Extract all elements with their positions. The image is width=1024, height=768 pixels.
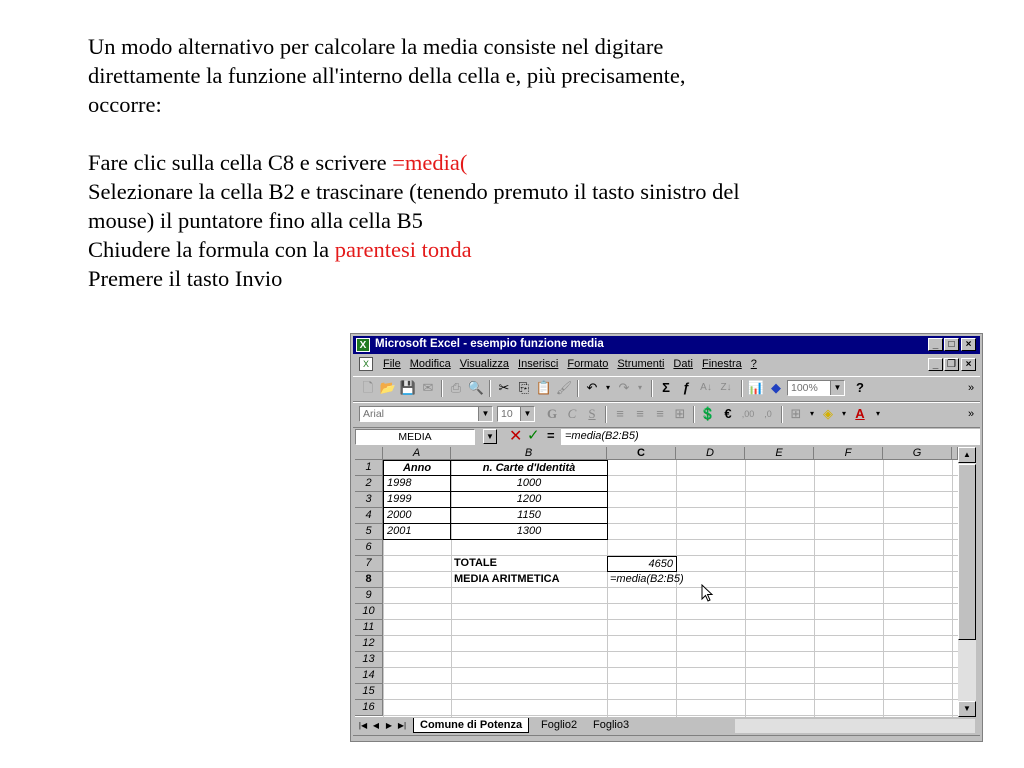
select-all-corner[interactable] <box>355 447 383 460</box>
cell-a5[interactable]: 2001 <box>383 524 451 540</box>
step-4: Premere il tasto Invio <box>88 266 283 291</box>
cell-b7[interactable]: TOTALE <box>451 556 607 572</box>
row-header-10[interactable]: 10 <box>355 604 383 620</box>
menu-formato[interactable]: Formato <box>567 358 609 370</box>
underline-icon[interactable]: S <box>588 406 596 421</box>
cell-a1[interactable]: Anno <box>383 460 451 476</box>
chart-wizard-icon[interactable]: 📊 <box>747 380 765 395</box>
excel-app-icon[interactable]: X <box>356 338 370 352</box>
copy-icon[interactable]: ⎘ <box>518 380 530 395</box>
undo-dropdown-icon[interactable]: ▾ <box>605 383 610 392</box>
sheet-tab-foglio2[interactable]: Foglio2 <box>541 719 578 731</box>
title-bar[interactable] <box>353 336 980 354</box>
col-header-g[interactable]: G <box>883 447 952 460</box>
menu-strumenti[interactable]: Strumenti <box>617 358 665 370</box>
intro-line-2: direttamente la funzione all'interno della cella e, più precisamente, <box>88 63 686 88</box>
paste-icon[interactable]: 📋 <box>535 380 553 395</box>
more-format-buttons-icon[interactable]: » <box>967 408 975 420</box>
font-name-dropdown-icon[interactable]: ▼ <box>478 407 492 421</box>
menu-modifica[interactable]: Modifica <box>409 358 451 370</box>
fill-color-dropdown-icon[interactable]: ▾ <box>841 409 846 418</box>
row-header-1[interactable]: 1 <box>355 460 383 476</box>
standard-toolbar <box>353 376 980 402</box>
slide-text <box>88 32 988 293</box>
borders-icon[interactable]: ⊞ <box>790 406 802 421</box>
doc-restore-button[interactable]: ❐ <box>944 358 959 371</box>
open-folder-icon[interactable]: 📂 <box>379 380 397 395</box>
increase-decimal-icon[interactable]: ,00 <box>741 409 755 419</box>
menu-bar <box>353 355 980 374</box>
undo-icon[interactable]: ↶ <box>586 380 598 395</box>
row-header-3[interactable]: 3 <box>355 492 383 508</box>
workbook-icon[interactable]: X <box>359 357 373 371</box>
new-file-icon[interactable]: 🗋 <box>362 380 374 395</box>
cell-a3[interactable]: 1999 <box>383 492 451 508</box>
status-bar <box>353 735 980 742</box>
step-3-text: Chiudere la formula con la <box>88 237 335 262</box>
row-header-5[interactable]: 5 <box>355 524 383 540</box>
row-header-7[interactable]: 7 <box>355 556 383 572</box>
horizontal-scrollbar[interactable] <box>735 719 975 733</box>
redo-dropdown-icon[interactable]: ▾ <box>637 383 642 392</box>
scroll-up-icon[interactable]: ▲ <box>958 447 976 463</box>
confirm-icon[interactable]: ✓ <box>527 427 540 444</box>
next-sheet-icon[interactable]: ▶ <box>385 721 393 730</box>
cell-b5[interactable]: 1300 <box>451 524 608 540</box>
col-header-e[interactable]: E <box>745 447 814 460</box>
redo-icon[interactable]: ↷ <box>618 380 630 395</box>
spreadsheet-grid[interactable] <box>355 447 958 717</box>
formula-input[interactable]: =media(B2:B5) <box>561 429 980 445</box>
intro-line-1: Un modo alternativo per calcolare la media consiste nel digitare <box>88 34 664 59</box>
bold-icon[interactable]: G <box>546 406 558 421</box>
font-name-select[interactable] <box>359 406 493 422</box>
drawing-icon[interactable]: ◆ <box>771 380 781 395</box>
col-header-c[interactable]: C <box>607 447 676 460</box>
cell-b8[interactable]: MEDIA ARITMETICA <box>451 572 607 588</box>
intro-line-3: occorre: <box>88 92 162 117</box>
row-header-2[interactable]: 2 <box>355 476 383 492</box>
sheet-tab-bar <box>355 718 976 734</box>
scroll-thumb[interactable] <box>958 464 976 640</box>
col-header-f[interactable]: F <box>814 447 883 460</box>
format-painter-icon[interactable]: 🖌 <box>555 380 573 395</box>
row-header-8[interactable]: 8 <box>355 572 383 588</box>
merge-center-icon[interactable]: ⊞ <box>674 406 686 421</box>
font-color-dropdown-icon[interactable]: ▾ <box>875 409 880 418</box>
help-icon[interactable]: ? <box>856 380 864 395</box>
cell-b4[interactable]: 1150 <box>451 508 608 524</box>
fill-color-icon[interactable]: ◈ <box>823 406 833 421</box>
save-icon[interactable]: 💾 <box>399 380 417 395</box>
row-header-14[interactable]: 14 <box>355 668 383 684</box>
formula-bar <box>353 428 980 446</box>
font-color-icon[interactable]: A <box>855 406 865 421</box>
first-sheet-icon[interactable]: |◀ <box>358 721 368 730</box>
minimize-button[interactable]: _ <box>928 338 943 351</box>
menu-dati[interactable]: Dati <box>673 358 693 370</box>
row-header-13[interactable]: 13 <box>355 652 383 668</box>
close-button[interactable]: × <box>961 338 976 351</box>
doc-minimize-button[interactable]: _ <box>928 358 943 371</box>
zoom-dropdown-icon[interactable]: ▼ <box>830 381 844 395</box>
font-size-select[interactable] <box>497 406 535 422</box>
row-header-4[interactable]: 4 <box>355 508 383 524</box>
cell-b3[interactable]: 1200 <box>451 492 608 508</box>
doc-close-button[interactable]: × <box>961 358 976 371</box>
align-right-icon[interactable]: ≡ <box>656 406 664 421</box>
excel-window <box>350 333 983 742</box>
sheet-tab-foglio3[interactable]: Foglio3 <box>593 719 630 731</box>
menu-help[interactable]: ? <box>750 358 757 370</box>
cell-b1[interactable]: n. Carte d'Identità <box>451 460 608 476</box>
menu-inserisci[interactable]: Inserisci <box>518 358 559 370</box>
cut-icon[interactable]: ✂ <box>498 380 510 395</box>
menu-visualizza[interactable]: Visualizza <box>459 358 510 370</box>
italic-icon[interactable]: C <box>567 406 577 421</box>
autosum-icon[interactable]: Σ <box>662 380 670 395</box>
print-icon[interactable]: ⎙ <box>450 380 462 395</box>
name-box[interactable]: MEDIA <box>355 429 475 445</box>
email-icon[interactable]: ✉ <box>422 380 434 395</box>
step-1-text: Fare clic sulla cella C8 e scrivere <box>88 150 393 175</box>
formatting-toolbar <box>353 402 980 428</box>
step-2-line-2: mouse) il puntatore fino alla cella B5 <box>88 208 423 233</box>
step-1-formula: =media( <box>392 150 468 175</box>
prev-sheet-icon[interactable]: ◀ <box>372 721 380 730</box>
more-buttons-icon[interactable]: » <box>967 382 975 394</box>
step-1 <box>88 148 988 177</box>
cell-a4[interactable]: 2000 <box>383 508 451 524</box>
row-header-16[interactable]: 16 <box>355 700 383 716</box>
euro-icon[interactable]: € <box>724 406 732 421</box>
col-header-d[interactable]: D <box>676 447 745 460</box>
step-3 <box>88 235 988 264</box>
col-header-a[interactable]: A <box>383 447 451 460</box>
row-header-11[interactable]: 11 <box>355 620 383 636</box>
font-name-value: Arial <box>363 408 385 420</box>
maximize-button[interactable]: □ <box>944 338 959 351</box>
zoom-select[interactable] <box>787 380 845 396</box>
cell-a2[interactable]: 1998 <box>383 476 451 492</box>
cell-c7[interactable]: 4650 <box>607 556 677 572</box>
step-3-highlight: parentesi tonda <box>334 237 472 262</box>
row-header-6[interactable]: 6 <box>355 540 383 556</box>
row-header-15[interactable]: 15 <box>355 684 383 700</box>
edit-formula-icon[interactable]: = <box>547 428 555 443</box>
cell-b2[interactable]: 1000 <box>451 476 608 492</box>
sort-descending-icon[interactable]: Z↓ <box>720 382 732 393</box>
print-preview-icon[interactable]: 🔍 <box>467 380 485 395</box>
step-2-line-1: Selezionare la cella B2 e trascinare (tenendo premuto il tasto sinistro del <box>88 179 740 204</box>
last-sheet-icon[interactable]: ▶| <box>397 721 407 730</box>
mouse-pointer-icon <box>701 584 715 604</box>
cancel-icon[interactable]: ✕ <box>509 428 523 445</box>
sheet-tab-active[interactable]: Comune di Potenza <box>413 718 529 733</box>
currency-icon[interactable]: 💲 <box>699 406 717 421</box>
menu-finestra[interactable]: Finestra <box>701 358 742 370</box>
function-icon[interactable]: ƒ <box>682 380 690 395</box>
decrease-decimal-icon[interactable]: ,0 <box>764 409 772 419</box>
zoom-value: 100% <box>791 382 818 394</box>
vertical-scrollbar[interactable] <box>958 447 976 717</box>
name-box-dropdown-icon[interactable]: ▼ <box>483 429 497 444</box>
col-header-b[interactable]: B <box>451 447 607 460</box>
font-size-dropdown-icon[interactable]: ▼ <box>520 407 534 421</box>
row-header-9[interactable]: 9 <box>355 588 383 604</box>
window-title: Microsoft Excel - esempio funzione media <box>375 338 604 350</box>
align-center-icon[interactable]: ≡ <box>636 406 644 421</box>
borders-dropdown-icon[interactable]: ▾ <box>809 409 814 418</box>
align-left-icon[interactable]: ≡ <box>616 406 624 421</box>
row-header-12[interactable]: 12 <box>355 636 383 652</box>
font-size-value: 10 <box>501 408 513 420</box>
menu-file[interactable]: File <box>383 358 401 370</box>
scroll-down-icon[interactable]: ▼ <box>958 701 976 717</box>
sort-ascending-icon[interactable]: A↓ <box>700 382 712 393</box>
cell-c8-editing[interactable]: =media(B2:B5) <box>607 572 676 588</box>
